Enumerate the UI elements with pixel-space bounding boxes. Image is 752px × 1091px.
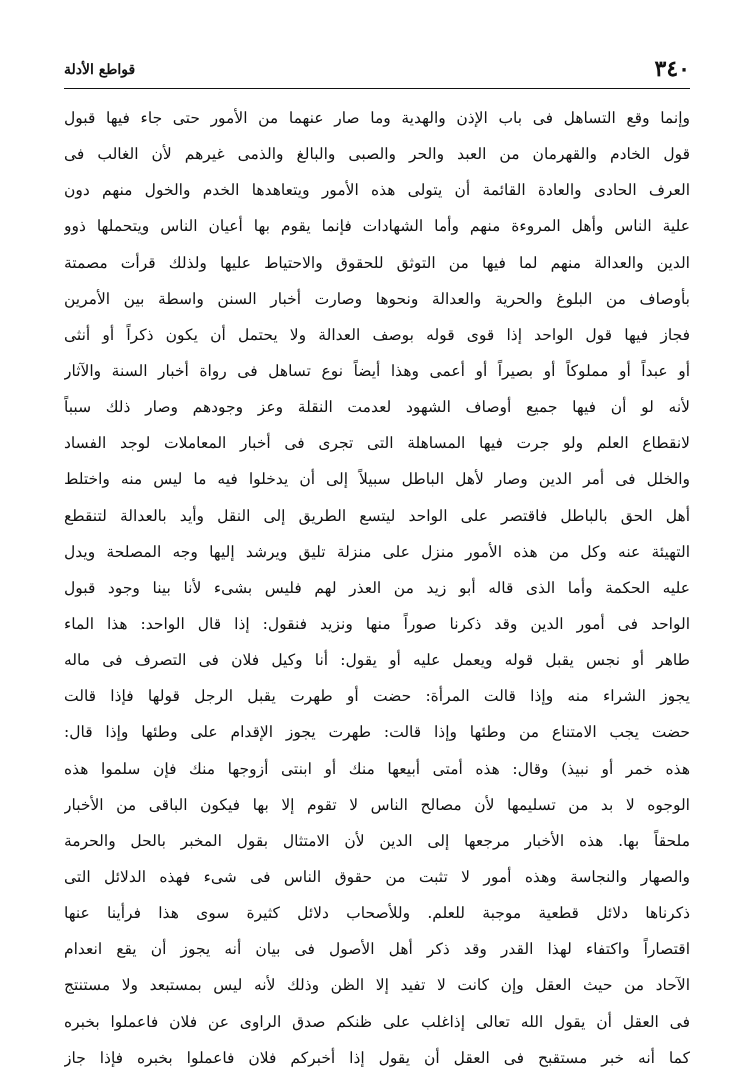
text-line: التهيئة عنه وكل من هذه الأمور منزل على منزلة تليق ويرشد إليها وجه المصلحة ويدل — [64, 542, 690, 561]
text-line: فى العقل أن يقول الله تعالى إذاغلب على ظنكم صدق الراوى عن فلان فاعملوا بخبره — [64, 1012, 690, 1031]
text-line: طاهر أو نجس يقبل قوله ويعمل عليه أو يقول: أنا وكيل فلان فى التصرف فى ماله — [64, 651, 690, 670]
text-line: والخلل فى أمر الدين وصار لأهل الباطل سبيلاً إلى أن يدخلوا فيه ما ليس منه واختلط — [64, 470, 690, 489]
page-header — [64, 56, 690, 86]
running-title: قواطع الأدلة — [64, 62, 136, 78]
text-line: حضت يجب الامتناع من وطئها وإذا قالت: طهرت يجوز الإقدام على وطئها وإذا قال: — [64, 723, 690, 742]
text-line: ذكرناها دلائل قطعية موجبة للعلم. وللأصحاب دلائل كثيرة سوى هذا فرأينا عنها — [64, 904, 690, 923]
text-line: الوجوه لا بد من تسليمها لأن مصالح الناس لا تقوم إلا بها فيكون الباقى من الأخبار — [64, 795, 690, 814]
page-number: ٣٤٠ — [654, 56, 690, 82]
text-line: قول الخادم والقهرمان من العبد والحر والصبى والبالغ والذمى غيرهم لأن الغالب فى — [64, 145, 690, 164]
text-line: والصهار والنجاسة وهذه أمور لا تثبت من حقوق الناس فى شىء فهذه الدلائل التى — [64, 867, 690, 886]
text-line: عليه الحكمة وأما الذى قاله أبو زيد من العذر لهم فليس بشىء لأنا بينا وجود قبول — [64, 578, 690, 597]
text-line: الآحاد من حيث العقل وإن كانت لا تفيد إلا الظن وذلك لأنه ليس بمستبعد ولا مستنتج — [64, 976, 690, 995]
header-divider — [64, 88, 690, 89]
text-line: ملحقاً بها. هذه الأخبار مرجعها إلى الدين لأن الامتثال بقول المخبر بالحل والحرمة — [64, 831, 690, 850]
text-line: لأنه لو أن فيها جميع أوصاف الشهود لعدمت النقلة وعز وجودهم وصار ذلك سبباً — [64, 398, 690, 417]
text-line: لانقطاع العلم ولو جرت فيها المساهلة التى تجرى فى أخبار المعاملات لوجد الفساد — [64, 434, 690, 453]
text-line: وإنما وقع التساهل فى باب الإذن والهدية وما صار عنهما من الأمور حتى جاء فيها قبول — [64, 109, 690, 127]
text-line: علية الناس وأهل المروءة منهم وأما الشهادات فإنما يقوم بها أعيان الناس ويتحملها ذوو — [64, 217, 690, 236]
text-line: الدين والعدالة منهم لما فيها من التوثق للحقوق والاحتياط عليها ولذلك قرأت مصمتة — [64, 253, 690, 272]
text-line: كما أنه خبر مستقبح فى العقل أن يقول إذا أخبركم فلان فاعملوا بخبره فإذا جاز — [64, 1048, 690, 1067]
text-line: يجوز الشراء منه وإذا قالت المرأة: حضت أو طهرت يقبل الرجل قولها فإذا قالت — [64, 687, 690, 706]
text-line: العرف الحادى والعادة القائمة أن يتولى هذه الأمور ويتعاهدها الخدم والخول منهم دون — [64, 181, 690, 200]
text-line: فجاز فيها قول الواحد إذا قوى قوله بوصف العدالة ولا يحتمل أن يكون ذكراً أو أنثى — [64, 325, 690, 344]
text-line: بأوصاف من البلوغ والحرية والعدالة ونحوها وصارت أخبار السنن واسطة بين الأمرين — [64, 289, 690, 308]
text-line: هذه خمر أو نبيذ) وقال: هذه أمتى أبيعها منك أو ابنتى أزوجها منك فإن سلموا هذه — [64, 759, 690, 778]
text-line: الواحد فى أمور الدين وقد ذكرنا صوراً منها ونزيد فنقول: إذا قال الواحد: هذا الماء — [64, 614, 690, 633]
body-text — [64, 100, 690, 1076]
text-line: أو عبداً أو مملوكاً أو بصيراً أو أعمى وهذا أيضاً نوع تساهل فى رواة أخبار السنة والآثار — [64, 361, 690, 380]
text-line: اقتصاراً واكتفاء لهذا القدر وقد ذكر أهل الأصول فى بيان أنه يجوز أن يقع انعدام — [64, 940, 690, 959]
text-line: أهل الحق بالباطل فاقتصر على الواحد ليتسع الطريق إلى النقل وأيد بالعدالة لتنقطع — [64, 506, 690, 525]
